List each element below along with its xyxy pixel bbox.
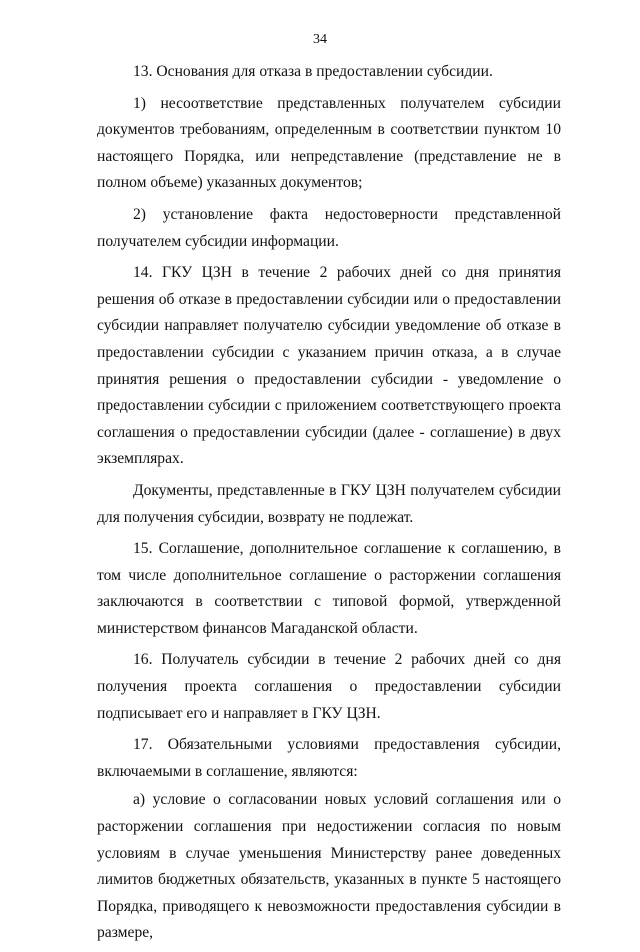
paragraph-13-item-2: 2) установление факта недостоверности представленной получателем субсидии информации. [97, 205, 561, 250]
paragraph-17-item-a: а) условие о согласовании новых условий соглашения или о расторжении соглашения при недостижении согласия по новым условиям в случае уменьшения Министерству ранее доведенных лимитов бюджетных обязательств, указанных в пункте 5 настоящего Порядка, приводящего к невозможности предоставления субсидии в размере, [97, 791, 561, 942]
page-number: 34 [313, 32, 327, 47]
paragraph-14: 14. ГКУ ЦЗН в течение 2 рабочих дней со дня принятия решения об отказе в предоставлении субсидии или о предоставлении субсидии направляет получателю субсидии уведомление об отказе в предоставлении субсидии с указанием причин отказа, а в случае принятия решения о предоставлении субсидии - уведомление о предоставлении субсидии с приложением соответствующего проекта соглашения о предоставлении субсидии (далее - соглашение) в двух экземплярах. [97, 264, 561, 468]
paragraph-13-heading: 13. Основания для отказа в предоставлении субсидии. [133, 63, 493, 80]
paragraph-15: 15. Соглашение, дополнительное соглашение к соглашению, в том числе дополнительное соглашение о расторжении соглашения заключаются в соответствии с типовой формой, утвержденной министерством финансов Магаданской области. [97, 540, 561, 637]
paragraph-13-item-1: 1) несоответствие представленных получателем субсидии документов требованиям, определенным в соответствии пунктом 10 настоящего Порядка, или непредставление (представление не в полном объеме) указанных документов; [97, 94, 561, 192]
paragraph-17: 17. Обязательными условиями предоставления субсидии, включаемыми в соглашение, являются: [97, 736, 561, 780]
document-body [97, 59, 561, 952]
paragraph-14-documents: Документы, представленные в ГКУ ЦЗН получателем субсидии для получения субсидии, возврату не подлежат. [97, 481, 561, 526]
paragraph-16: 16. Получатель субсидии в течение 2 рабочих дней со дня получения проекта соглашения о предоставлении субсидии подписывает его и направляет в ГКУ ЦЗН. [97, 651, 561, 722]
